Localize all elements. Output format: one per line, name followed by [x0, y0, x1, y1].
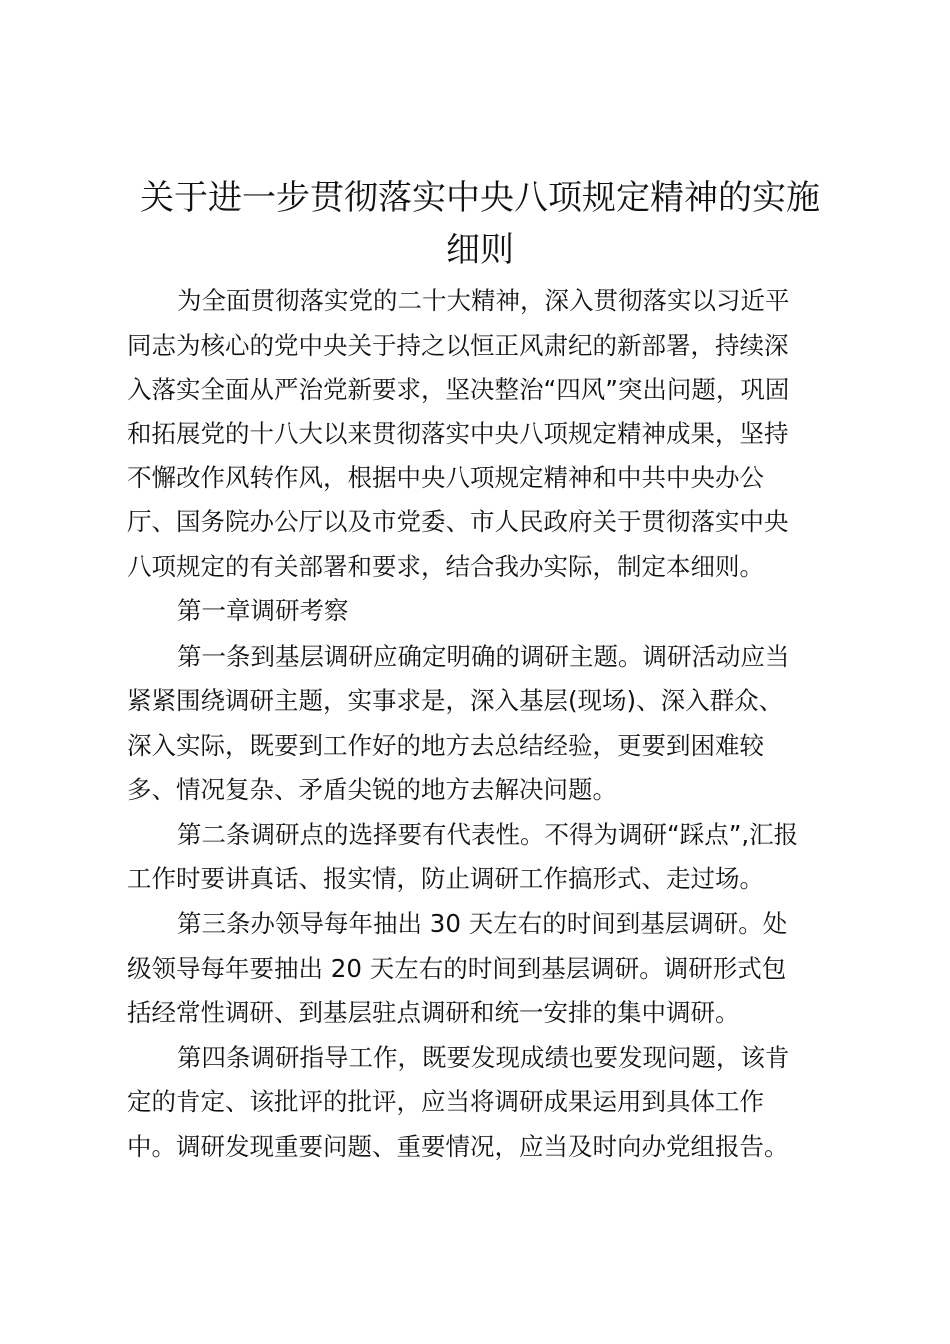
- text-line: 第三条办领导每年抽出 30 天左右的时间到基层调研。处: [177, 909, 788, 938]
- text-line: 不懈改作风转作风，根据中央八项规定精神和中共中央办公: [127, 463, 764, 492]
- text-line: 第四条调研指导工作，既要发现成绩也要发现问题，该肯: [177, 1043, 790, 1072]
- text-line: 第一章调研考察: [177, 596, 349, 625]
- text-line: 同志为核心的党中央关于持之以恒正风肃纪的新部署，持续深: [127, 331, 789, 360]
- text-line: 级领导每年要抽出 20 天左右的时间到基层调研。调研形式包: [127, 954, 787, 983]
- text-line: 第一条到基层调研应确定明确的调研主题。调研活动应当: [177, 642, 790, 671]
- text-line: 紧紧围绕调研主题，实事求是，深入基层(现场)、深入群众、: [127, 686, 784, 715]
- text-line: 为全面贯彻落实党的二十大精神，深入贯彻落实以习近平: [177, 286, 790, 315]
- text-line: 第二条调研点的选择要有代表性。不得为调研“踩点”,汇报: [177, 820, 799, 849]
- text-line: 中。调研发现重要问题、重要情况，应当及时向办党组报告。: [127, 1132, 789, 1161]
- text-line: 和拓展党的十八大以来贯彻落实中央八项规定精神成果，坚持: [127, 419, 789, 448]
- text-line: 入落实全面从严治党新要求，坚决整治“四风”突出问题，巩固: [127, 375, 790, 404]
- document-title: [110, 172, 850, 276]
- text-line: 厅、国务院办公厅以及市党委、市人民政府关于贯彻落实中央: [127, 507, 789, 536]
- text-line: 八项规定的有关部署和要求，结合我办实际，制定本细则。: [127, 552, 764, 581]
- text-line: 工作时要讲真话、报实情，防止调研工作搞形式、走过场。: [127, 864, 764, 893]
- title-line: 细则: [446, 230, 514, 270]
- text-line: 多、情况复杂、矛盾尖锐的地方去解决问题。: [127, 775, 617, 804]
- title-line: 关于进一步贯彻落实中央八项规定精神的实施: [140, 178, 820, 218]
- text-line: 定的肯定、该批评的批评，应当将调研成果运用到具体工作: [127, 1087, 764, 1116]
- text-line: 括经常性调研、到基层驻点调研和统一安排的集中调研。: [127, 998, 740, 1027]
- text-line: 深入实际，既要到工作好的地方去总结经验，更要到困难较: [127, 731, 764, 760]
